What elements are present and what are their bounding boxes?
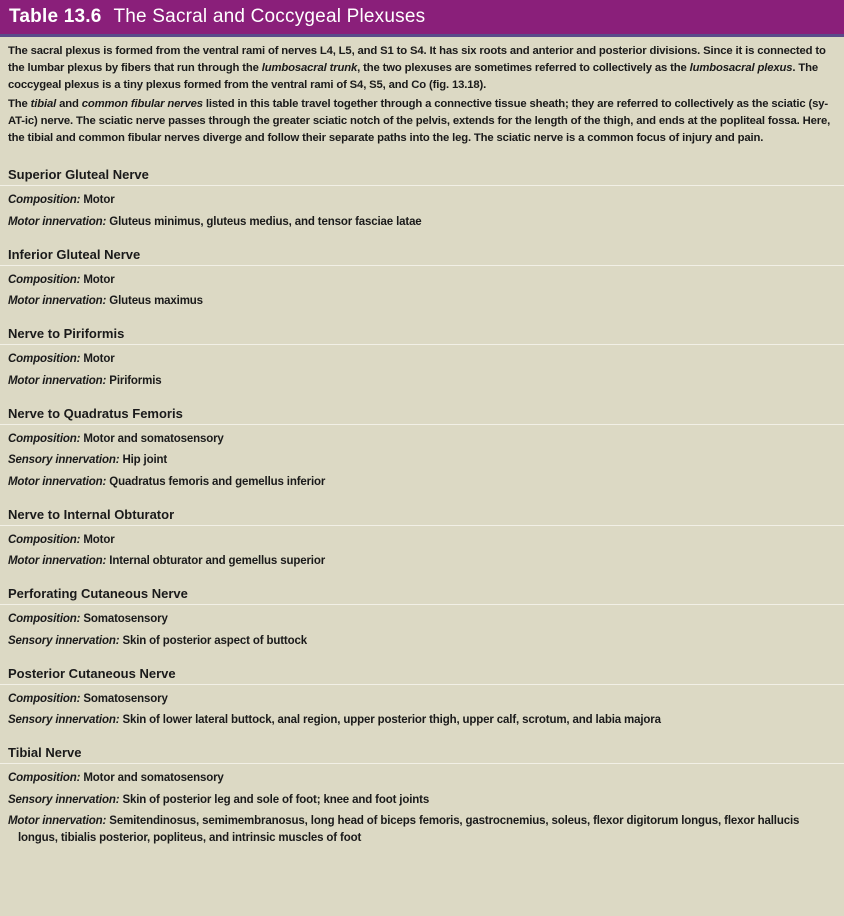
row-label: Motor innervation: [8,374,107,387]
intro-text: The sacral plexus is formed from the ventral rami of nerves L4, L5, and S1 to S4. It has six roots and anterior and posterior divisions. Since it is connected to the lumbar plexus by fibers that run through the [8,45,826,74]
nerve-section [0,247,844,311]
row-value: Skin of posterior aspect of buttock [122,634,307,647]
row-label: Composition: [8,353,81,365]
section-rows [0,345,844,390]
detail-row [8,611,836,628]
intro-text: , the two plexuses are sometimes referred to collectively as the [357,62,690,74]
section-rows [0,186,844,231]
row-label: Composition: [8,194,81,206]
row-value: Motor and somatosensory [83,772,224,784]
row-value: Motor [83,273,115,286]
detail-row [8,351,836,368]
row-value: Motor [83,353,115,365]
detail-row [8,192,836,209]
row-label: Sensory innervation: [8,634,120,647]
section-rows [0,764,844,847]
nerve-section [0,406,844,491]
section-rows [0,526,844,571]
section-title: Perforating Cutaneous Nerve [0,586,844,605]
nerve-section [0,167,844,231]
row-label: Motor innervation: [8,295,107,307]
intro-paragraph-2 [8,96,836,147]
detail-row [8,712,836,729]
table-number: Table 13.6 [9,6,102,27]
section-title: Superior Gluteal Nerve [0,167,844,186]
row-label: Composition: [8,432,81,445]
detail-row [8,813,836,847]
detail-row [8,293,836,310]
row-label: Composition: [8,692,81,705]
intro-text: . The coccygeal plexus is a tiny plexus formed from the ventral rami of S4, S5, and Co (fig. 13.18). [8,62,818,91]
detail-row [8,770,836,787]
row-value: Internal obturator and gemellus superior [109,555,326,567]
section-title: Inferior Gluteal Nerve [0,247,844,266]
row-value: Skin of posterior leg and sole of foot; knee and foot joints [122,793,430,806]
detail-row [8,553,836,570]
intro-text: The [8,98,31,110]
row-value: Gluteus minimus, gluteus medius, and tensor fasciae latae [109,215,422,228]
row-label: Motor innervation: [8,215,107,228]
table-header [0,0,844,37]
row-value: Somatosensory [83,692,168,705]
intro-text: and [56,98,82,110]
row-value: Somatosensory [83,613,168,625]
section-title: Nerve to Quadratus Femoris [0,406,844,425]
nerve-sections [0,167,844,847]
intro-text: listed in this table travel together through a connective tissue sheath; they are referred to collectively as the sciatic (sy-AT-ic) nerve. The sciatic nerve passes through the greater sciatic notch of the pelvis, extends for the length of the thigh, and ends at the popliteal fossa. Here, the tibial and common fibular nerves diverge and follow their separate paths into the leg. The sciatic nerve is a common focus of injury and pain. [8,98,831,144]
row-value: Gluteus maximus [109,295,203,307]
intro-term: lumbosacral plexus [689,62,793,74]
intro-term: common fibular nerves [81,98,203,110]
section-title: Nerve to Internal Obturator [0,507,844,526]
section-title: Tibial Nerve [0,745,844,764]
nerve-section [0,507,844,571]
section-rows [0,266,844,311]
nerve-section [0,666,844,730]
row-label: Composition: [8,533,81,546]
intro [0,37,844,147]
nerve-section [0,745,844,847]
nerve-section [0,326,844,390]
row-value: Piriformis [109,374,162,387]
intro-term: tibial [30,98,57,110]
detail-row [8,452,836,469]
row-label: Sensory innervation: [8,714,120,726]
detail-row [8,474,836,491]
section-rows [0,605,844,650]
row-label: Motor innervation: [8,815,107,827]
detail-row [8,431,836,448]
row-value: Skin of lower lateral buttock, anal region, upper posterior thigh, upper calf, scrotum, and labia majora [122,714,661,726]
row-label: Composition: [8,613,81,625]
section-title: Posterior Cutaneous Nerve [0,666,844,685]
row-label: Sensory innervation: [8,454,120,466]
section-rows [0,685,844,730]
row-value: Motor [83,194,115,206]
row-value: Semitendinosus, semimembranosus, long head of biceps femoris, gastrocnemius, soleus, flexor digitorum longus, flexor hallucis longus, tibialis posterior, popliteus, and intrinsic muscles of foot [18,815,800,844]
row-label: Motor innervation: [8,475,107,488]
row-value: Motor [83,533,115,546]
detail-row [8,272,836,289]
row-label: Composition: [8,273,81,286]
detail-row [8,691,836,708]
detail-row [8,633,836,650]
row-label: Motor innervation: [8,555,107,567]
row-value: Quadratus femoris and gemellus inferior [109,475,326,488]
row-value: Motor and somatosensory [83,432,224,445]
intro-term: lumbosacral trunk [261,62,358,74]
section-rows [0,425,844,491]
section-title: Nerve to Piriformis [0,326,844,345]
nerve-section [0,586,844,650]
row-label: Composition: [8,772,81,784]
row-value: Hip joint [122,454,168,466]
row-label: Sensory innervation: [8,793,120,806]
detail-row [8,532,836,549]
detail-row [8,373,836,390]
table-title: The Sacral and Coccygeal Plexuses [113,6,426,27]
detail-row [8,214,836,231]
detail-row [8,792,836,809]
intro-paragraph-1 [8,43,836,94]
